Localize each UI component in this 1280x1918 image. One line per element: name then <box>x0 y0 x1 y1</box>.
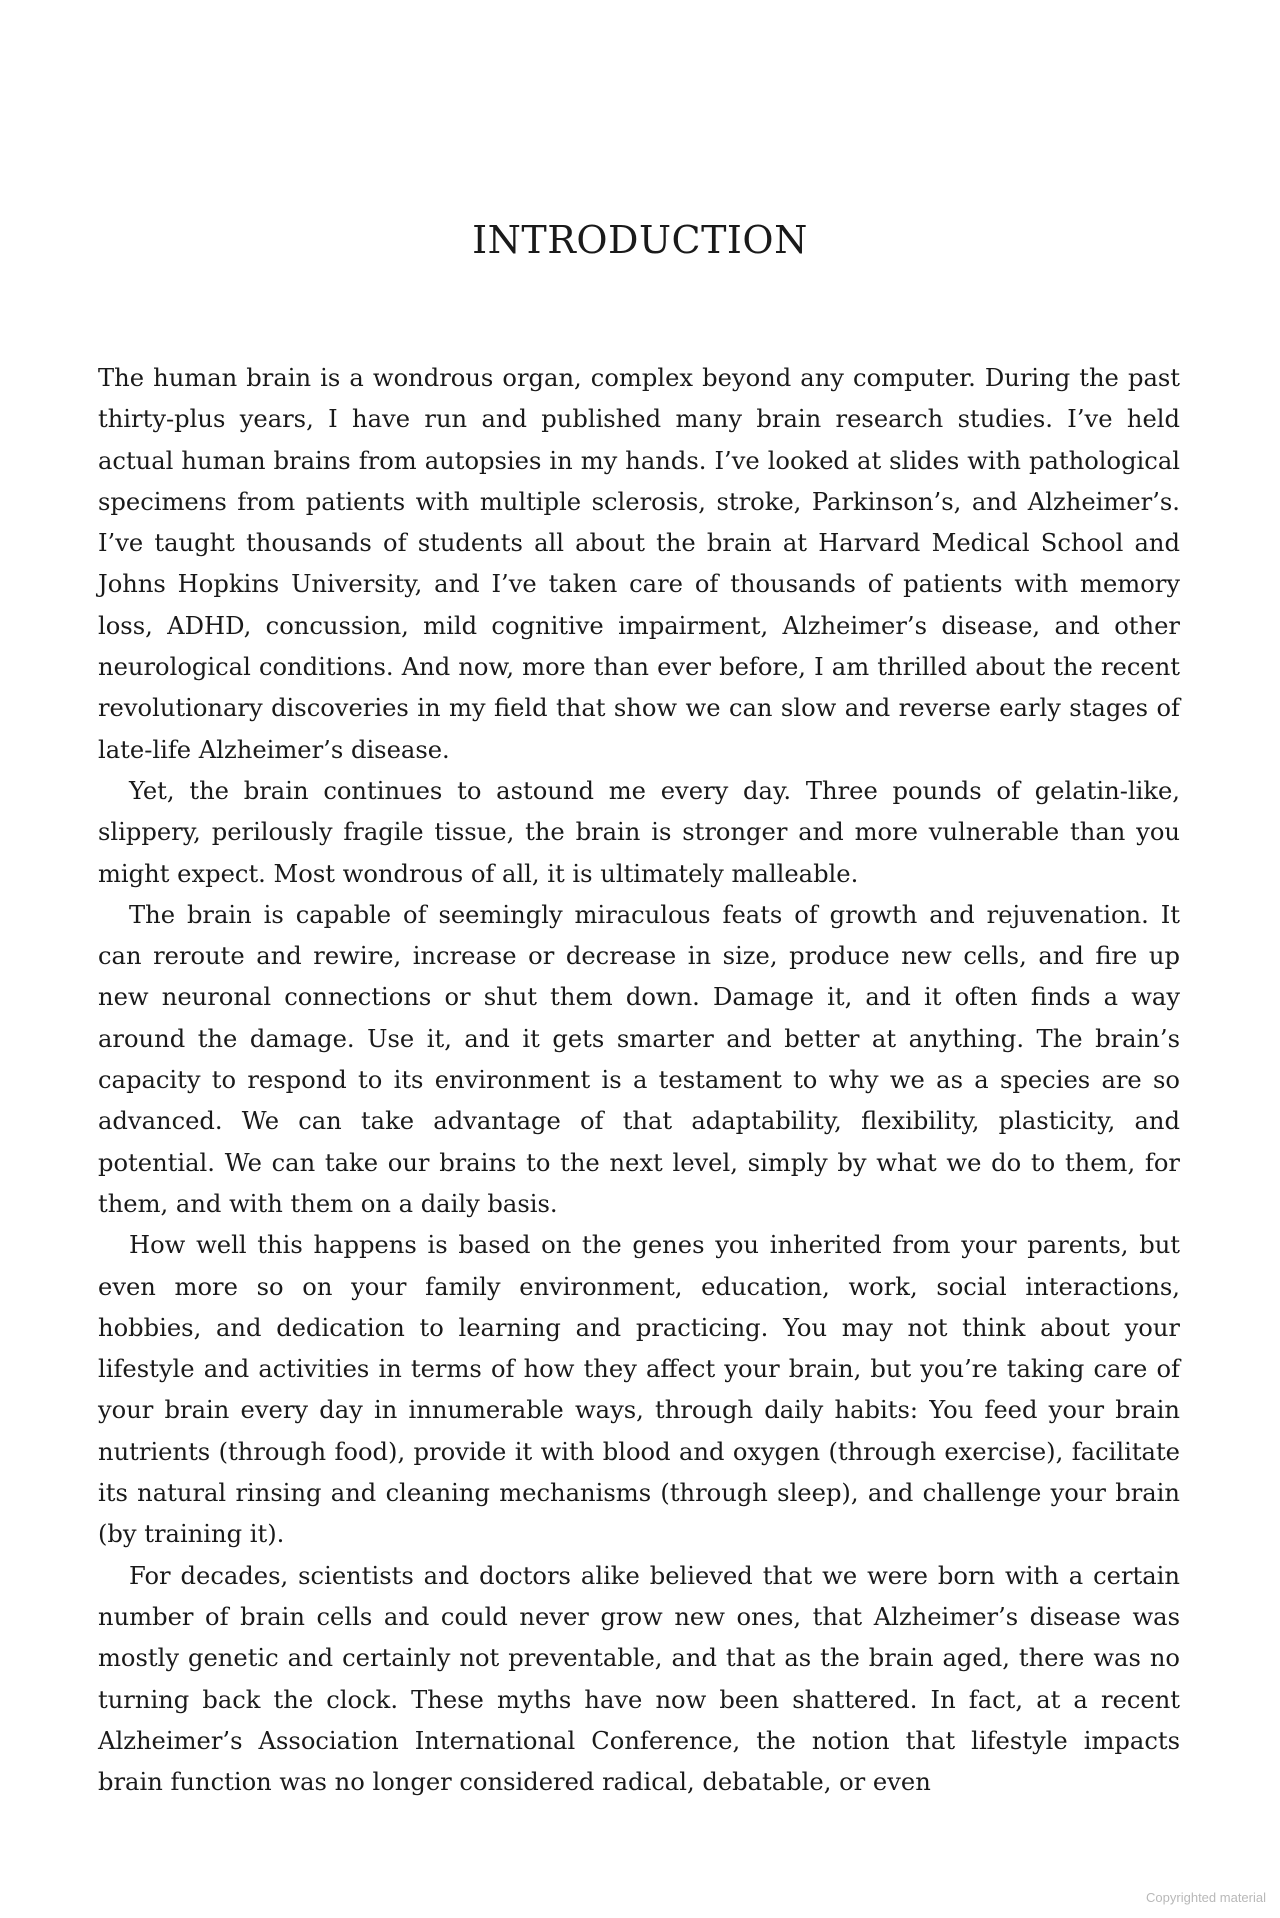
paragraph-3: The brain is capable of seemingly miraculous feats of growth and rejuvenation. It can reroute and rewire, increase or decrease in size, produce new cells, and fire up new neuronal connections or shut them down. Damage it, and it often finds a way around the damage. Use it, and it gets smarter and better at anything. The brain’s capacity to respond to its environment is a testament to why we as a species are so advanced. We can take advantage of that adaptability, flexibility, plasticity, and potential. We can take our brains to the next level, simply by what we do to them, for them, and with them on a daily basis. <box>98 900 1180 1218</box>
chapter-title: INTRODUCTION <box>472 218 808 262</box>
copyright-notice: Copyrighted material <box>1146 1890 1266 1905</box>
paragraph-4: How well this happens is based on the genes you inherited from your parents, but even more so on your family environment, education, work, social interactions, hobbies, and dedication to learning and practicing. You may not think about your lifestyle and activities in terms of how they affect your brain, but you’re taking care of your brain every day in innumerable ways, through daily habits: You feed your brain nutrients (through food), provide it with blood and oxygen (through exercise), facilitate its natural rinsing and cleaning mechanisms (through sleep), and challenge your brain (by training it). <box>98 1231 1180 1549</box>
paragraph-1: The human brain is a wondrous organ, complex beyond any computer. During the past thirty-plus years, I have run and published many brain research studies. I’ve held actual human brains from autopsies in my hands. I’ve looked at slides with pathological specimens from patients with multiple sclerosis, stroke, Parkinson’s, and Alzheimer’s. I’ve taught thousands of students all about the brain at Harvard Medical School and Johns Hopkins University, and I’ve taken care of thousands of patients with memory loss, ADHD, concussion, mild cognitive impairment, Alzheimer’s disease, and other neurological conditions. And now, more than ever before, I am thrilled about the recent revolutionary discoveries in my field that show we can slow and reverse early stages of late-life Alzheimer’s disease. <box>98 364 1180 764</box>
paragraph-5: For decades, scientists and doctors alike believed that we were born with a certain number of brain cells and could never grow new ones, that Alzheimer’s disease was mostly genetic and certainly not preventable, and that as the brain aged, there was no turning back the clock. These myths have now been shattered. In fact, at a recent Alzheimer’s Association International Conference, the notion that lifestyle impacts brain function was no longer considered radical, debatable, or even <box>98 1561 1180 1797</box>
body-text <box>98 358 1180 1803</box>
paragraph-2: Yet, the brain continues to astound me every day. Three pounds of gelatin-like, slippery, perilously fragile tissue, the brain is stronger and more vulnerable than you might expect. Most wondrous of all, it is ultimately malleable. <box>98 776 1180 888</box>
